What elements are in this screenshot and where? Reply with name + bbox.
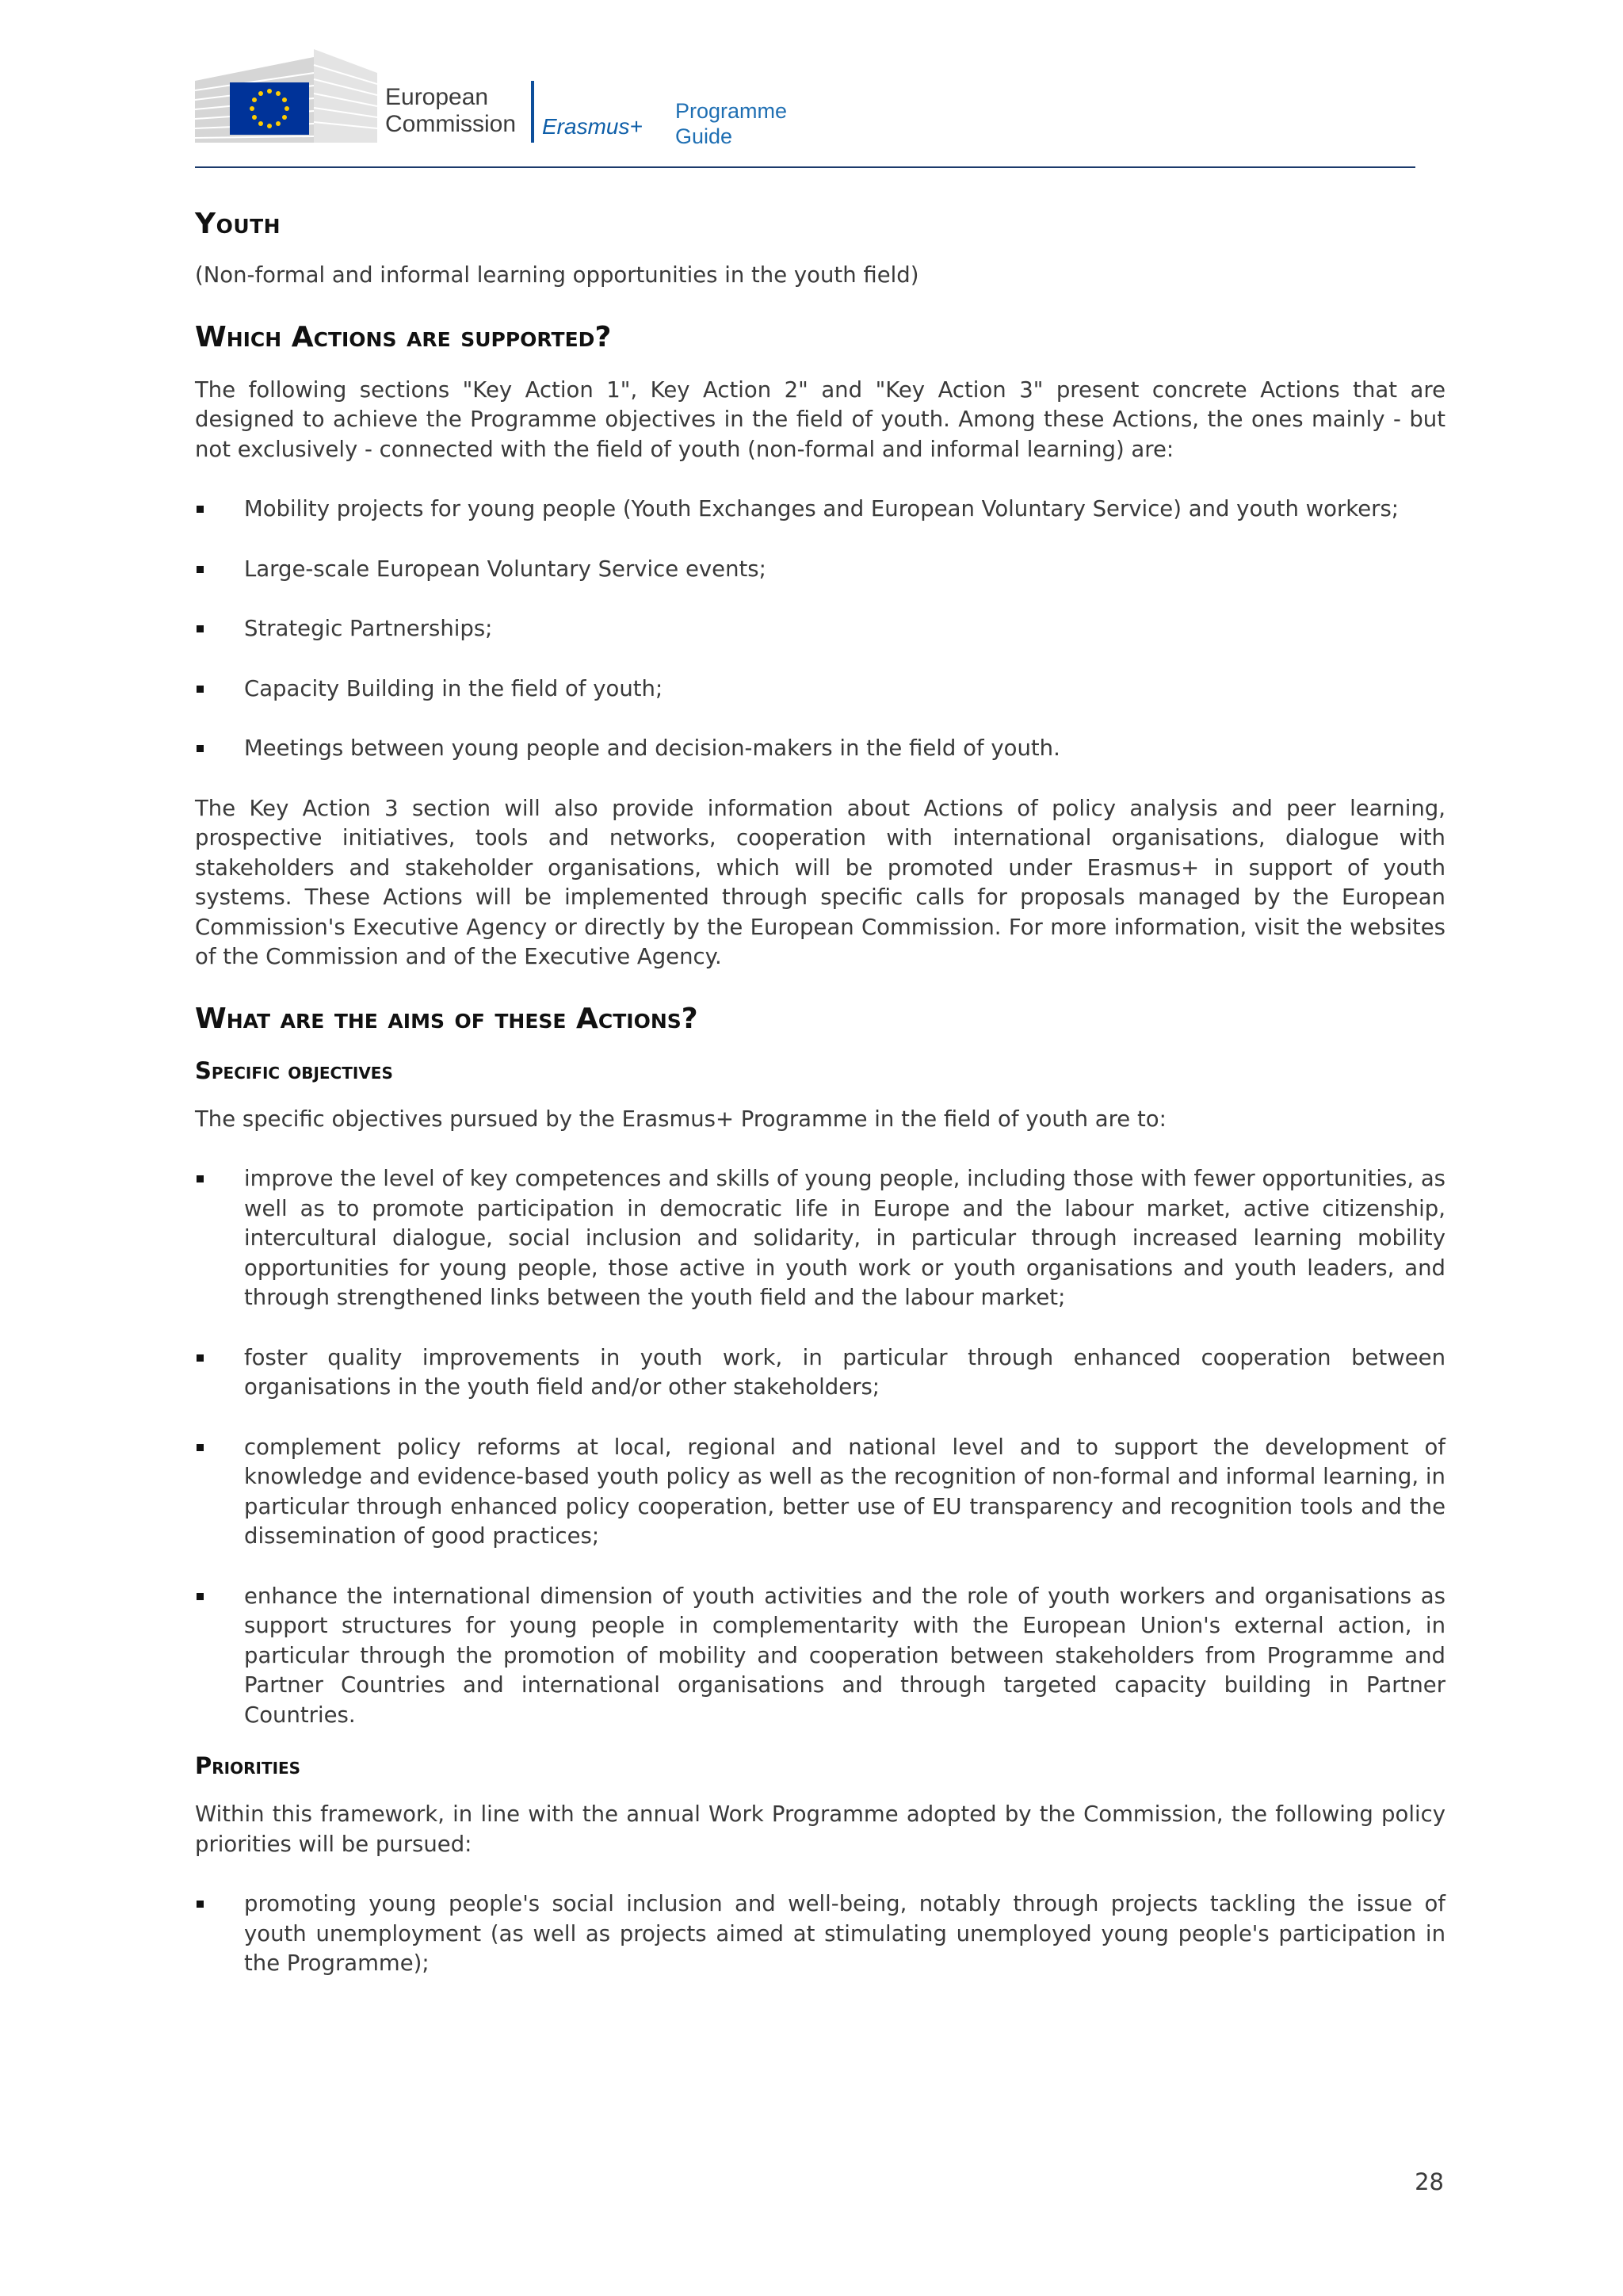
guide-line-programme: Programme	[675, 99, 788, 123]
list-item-text: Large-scale European Voluntary Service events;	[244, 556, 766, 582]
programme-guide-label	[675, 98, 787, 149]
list-item	[195, 674, 1445, 705]
bullet-icon	[197, 1444, 204, 1451]
list-item-text: complement policy reforms at local, regional and national level and to support the development of knowledge and evidence-based youth policy as well as the recognition of non-formal and informal learning, in particular through enhanced policy cooperation, better use of EU transparency and recognition tools and the dissemination of good practices;	[244, 1434, 1445, 1549]
logo-divider	[531, 81, 534, 143]
bullet-icon	[197, 1175, 204, 1182]
page-content	[195, 208, 1445, 2009]
list-item	[195, 734, 1445, 764]
actions-list	[195, 495, 1445, 764]
erasmus-plus-wordmark: Erasmus+	[542, 114, 643, 139]
section-heading-actions: Which Actions are supported?	[195, 320, 612, 353]
priorities-list	[195, 1889, 1445, 1979]
list-item	[195, 1433, 1445, 1552]
list-item	[195, 555, 1445, 585]
list-item	[195, 1343, 1445, 1403]
list-item-text: promoting young people's social inclusion and well-being, notably through projects tackling the issue of youth unemployment (as well as projects aimed at stimulating unemployed young people's participation in the Programme);	[244, 1891, 1445, 1976]
bullet-icon	[197, 506, 204, 513]
logo-line-european: European	[385, 84, 489, 110]
guide-line-guide: Guide	[675, 124, 733, 148]
list-item	[195, 614, 1445, 644]
logo-line-commission: Commission	[385, 111, 517, 137]
list-item	[195, 1889, 1445, 1979]
section-intro: The following sections "Key Action 1", Key Action 2" and "Key Action 3" present concrete Actions that are designed to achieve the Programme objectives in the field of youth. Among these Actions, the ones mainly - but not exclusively - connected with the field of youth (non-formal and informal learning) are:	[195, 376, 1445, 462]
bullet-icon	[197, 1354, 204, 1362]
list-item-text: Meetings between young people and decision-makers in the field of youth.	[244, 735, 1060, 761]
bullet-icon	[197, 1593, 204, 1600]
section-outro: The Key Action 3 section will also provide information about Actions of policy analysis and peer learning, prospective initiatives, tools and networks, cooperation with international organisations, dialogue with stakeholders and stakeholder organisations, which will be promoted under Erasmus+ in support of youth systems. These Actions will be implemented through specific calls for proposals managed by the European Commission's Executive Agency or directly by the European Commission. For more information, visit the websites of the Commission and of the Executive Agency.	[195, 795, 1445, 969]
european-commission-logo	[195, 49, 377, 143]
list-item-text: Mobility projects for young people (Youth Exchanges and European Voluntary Service) and youth workers;	[244, 496, 1400, 521]
list-item	[195, 1164, 1445, 1313]
bullet-icon	[197, 566, 204, 573]
list-item-text: foster quality improvements in youth work, in particular through enhanced cooperation between organisations in the youth field and/or other stakeholders;	[244, 1344, 1445, 1400]
priorities-intro: Within this framework, in line with the annual Work Programme adopted by the Commission, the following policy priorities will be pursued:	[195, 1801, 1445, 1857]
header-rule	[195, 166, 1415, 168]
page-title: Youth	[195, 208, 281, 240]
european-commission-wordmark	[385, 84, 516, 138]
page-subtitle: (Non-formal and informal learning opportunities in the youth field)	[195, 262, 919, 288]
section-heading-aims: What are the aims of these Actions?	[195, 1002, 698, 1035]
list-item	[195, 1582, 1445, 1731]
bullet-icon	[197, 686, 204, 693]
list-item-text: improve the level of key competences and skills of young people, including those with fewer opportunities, as well as to promote participation in democratic life in Europe and the labour market, active citizenship, intercultural dialogue, social inclusion and solidarity, in particular through increased learning mobility opportunities for young people, those active in youth work or youth organisations and youth leaders, and through strengthened links between the youth field and the labour market;	[244, 1166, 1445, 1310]
objectives-list	[195, 1164, 1445, 1730]
subheading-priorities: Priorities	[195, 1752, 301, 1779]
page-number: 28	[1415, 2168, 1444, 2195]
objectives-intro: The specific objectives pursued by the Erasmus+ Programme in the field of youth are to:	[195, 1106, 1167, 1132]
bullet-icon	[197, 625, 204, 632]
bullet-icon	[197, 745, 204, 752]
list-item-text: enhance the international dimension of youth activities and the role of youth workers and organisations as support structures for young people in complementarity with the European Union's external action, in particular through the promotion of mobility and cooperation between stakeholders from Programme and Partner Countries and international organisations and through targeted capacity building in Partner Countries.	[244, 1583, 1445, 1728]
subheading-specific-objectives: Specific objectives	[195, 1056, 393, 1084]
bullet-icon	[197, 1901, 204, 1908]
list-item-text: Strategic Partnerships;	[244, 616, 493, 641]
list-item-text: Capacity Building in the field of youth;	[244, 675, 663, 701]
list-item	[195, 495, 1445, 525]
page-header	[195, 49, 1415, 168]
